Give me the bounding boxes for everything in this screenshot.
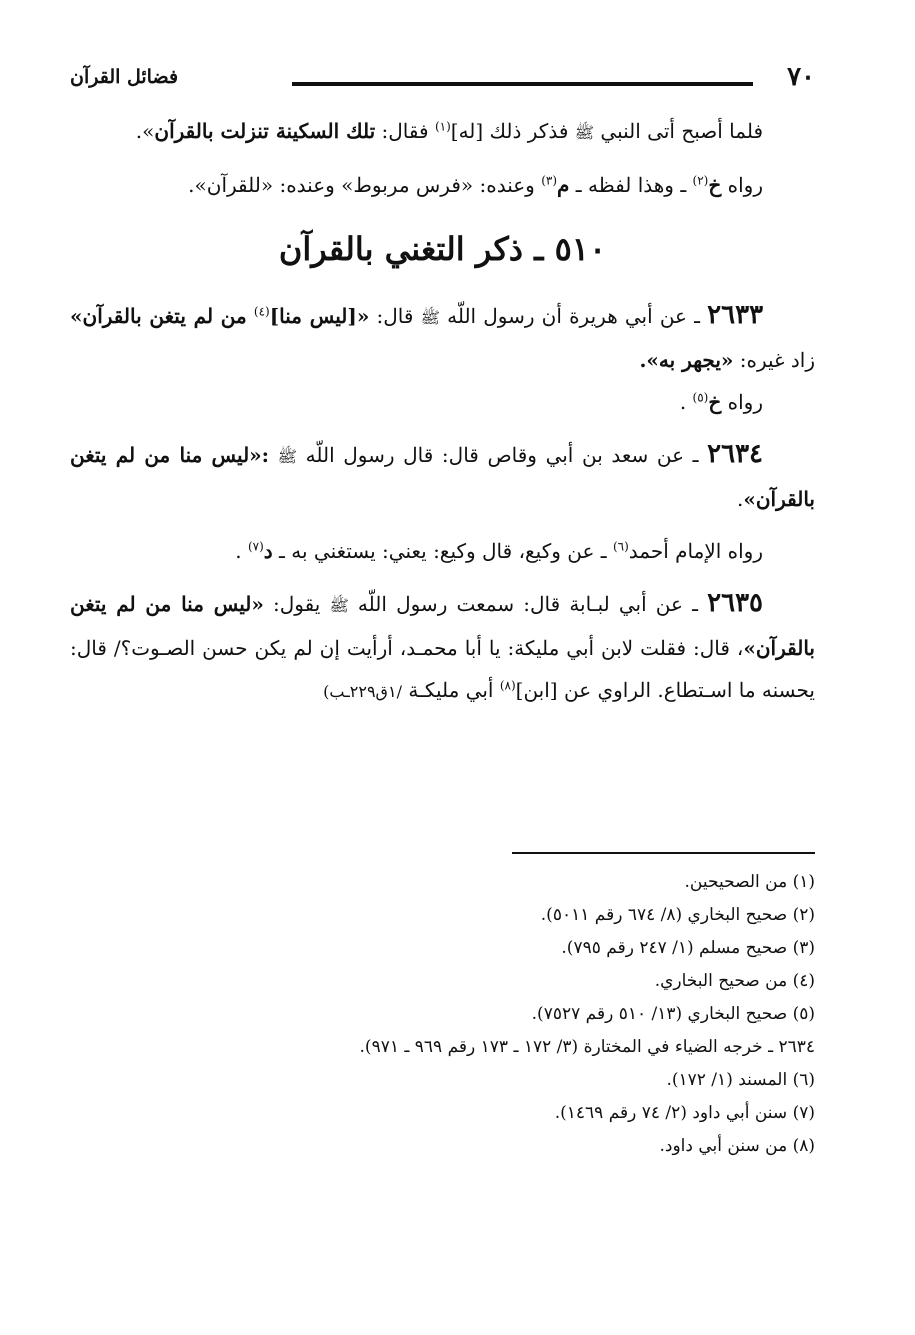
footnote-item: (٥) صحيح البخاري (١٣/ ٥١٠ رقم ٧٥٢٧). (531, 1004, 815, 1024)
running-header (70, 62, 815, 102)
hadith-number: ٢٦٣٤ (707, 439, 764, 469)
salutation-ornament-icon: ﷺ (574, 123, 595, 142)
salutation-ornament-icon: ﷺ (420, 308, 440, 327)
riwaya-line: رواه خ$^{(٥)}$ . (679, 390, 763, 414)
hadith-2634: ٢٦٣٤ ـ عن سعد بن أبي وقاص قال: قال رسول اللّه ﷺ :«ليس منا من لم يتغن بالقرآن». (70, 439, 815, 511)
footnote-item: (٨) من سنن أبي داود. (659, 1136, 815, 1156)
footnote-item: (١) من الصحيحين. (684, 872, 815, 892)
hadith-2633: ٢٦٣٣ ـ عن أبي هريرة أن رسول اللّه ﷺ قال: «[ليس منا]$^{(٤)}$ من لم يتغن بالقرآن» زاد غيره: «يجهر به». (70, 300, 815, 372)
footnote-divider (512, 852, 815, 854)
main-text (70, 110, 815, 713)
footnote-item: (٦) المسند (١/ ١٧٢). (666, 1070, 815, 1090)
riwaya-line: رواه الإمام أحمد$^{(٦)}$ ـ عن وكيع، قال وكيع: يعني: يستغني به ـ د$^{(٧)}$ . (235, 539, 763, 563)
footnote-ref: (٢) (692, 173, 709, 188)
book-title: فضائل القرآن (70, 66, 179, 88)
footnote-ref: (١) (434, 119, 451, 134)
section-heading: ٥١٠ ـ ذكر التغني بالقرآن (278, 230, 607, 268)
footnote-item: (٢) صحيح البخاري (٨/ ٦٧٤ رقم ٥٠١١). (540, 905, 815, 925)
footnote-item: (٤) من صحيح البخاري. (654, 971, 815, 991)
salutation-ornament-icon: ﷺ (329, 596, 349, 615)
riwaya-line: رواه خ$^{(٢)}$ ـ وهذا لفظه ـ م$^{(٣)}$ وعنده: «فرس مربوط» وعنده: «للقرآن». (188, 173, 763, 197)
salutation-ornament-icon: ﷺ (277, 447, 297, 466)
header-rule (292, 82, 753, 86)
page-number: ٧٠ (787, 62, 815, 92)
footnotes (100, 866, 815, 1163)
footnote-ref: (٥) (692, 390, 709, 405)
manuscript-folio-note: /١ق٢٢٩ـب) (323, 682, 402, 701)
footnote-item: (٧) سنن أبي داود (٢/ ٧٤ رقم ١٤٦٩). (554, 1103, 815, 1123)
footnote-ref: (٧) (247, 539, 264, 554)
footnote-ref: (٦) (612, 539, 629, 554)
hadith-number: ٢٦٣٥ (707, 588, 763, 618)
footnote-item: (٣) صحيح مسلم (١/ ٢٤٧ رقم ٧٩٥). (561, 938, 815, 958)
footnote-ref: (٤) (253, 304, 270, 319)
hadith-2635: ٢٦٣٥ ـ عن أبي لبـابة قال: سمعت رسول اللّه ﷺ يقول: «ليس منا من لم يتغن بالقرآن»، قال: فقلت لابن أبي مليكة: يا أبا محمـد، أرأيت إن لم يكن حسن الصـوت؟/ قال: يحسنه ما اسـتطاع. الراوي عن [ابن]$^{(٨)}$ أبي مليكـة /١ق٢٢٩ـب) (70, 588, 815, 702)
footnote-ref: (٨) (499, 678, 516, 693)
hadith-number: ٢٦٣٣ (707, 300, 764, 330)
paragraph-continuation: فلما أصبح أتى النبي ﷺ فذكر ذلك [له]$^{(١)}$ فقال: تلك السكينة تنزلت بالقرآن». (135, 119, 763, 143)
footnote-ref: (٣) (541, 173, 558, 188)
footnote-item: ٢٦٣٤ ـ خرجه الضياء في المختارة (٣/ ١٧٢ ـ ١٧٣ رقم ٩٦٩ ـ ٩٧١). (359, 1037, 815, 1057)
